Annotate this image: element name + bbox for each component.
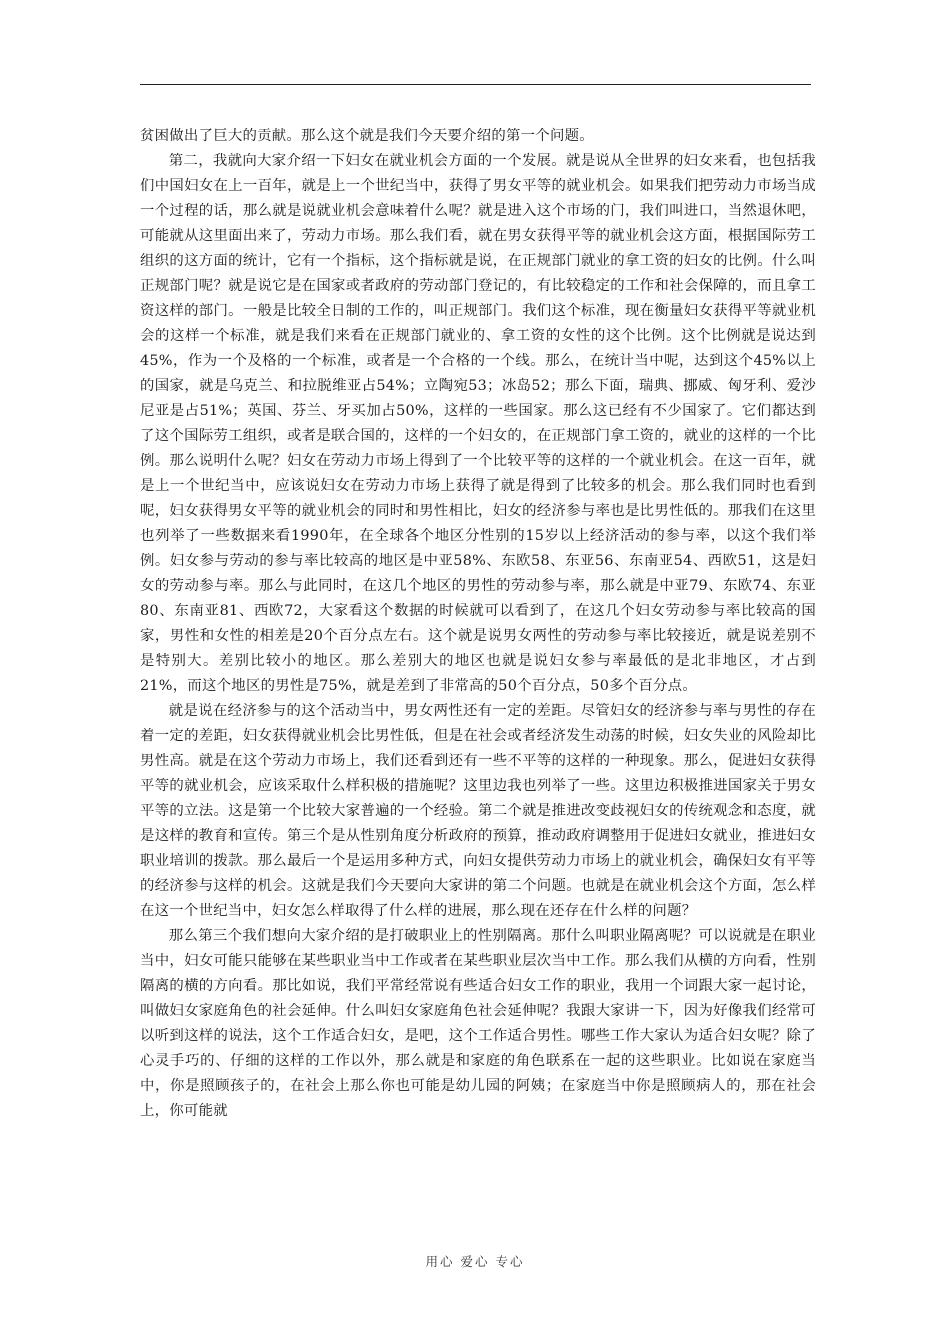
- page-footer: 用心 爱心 专心: [425, 1254, 525, 1269]
- paragraph-employment-opportunity: 第二，我就向大家介绍一下妇女在就业机会方面的一个发展。就是说从全世界的妇女来看，也包括我们中国妇女在上一百年，就是上一个世纪当中，获得了男女平等的就业机会。如果我们把劳动力市场当成一个过程的话，那么就是说就业机会意味着什么呢？就是进入这个市场的门，我们叫进口，当然退休吧，可能就从这里面出来了，劳动力市场。那么我们看，就在男女获得平等的就业机会这方面，根据国际劳工组织的这方面的统计，它有一个指标，这个指标就是说，在正规部门就业的拿工资的妇女的比例。什么叫正规部门呢？就是说它是在国家或者政府的劳动部门登记的，有比较稳定的工作和社会保障的，而且拿工资这样的部门。一般是比较全日制的工作的，叫正规部门。我们这个标准，现在衡量妇女获得平等就业机会的这样一个标准，就是我们来看在正规部门就业的、拿工资的女性的这个比例。这个比例就是说达到45%，作为一个及格的一个标准，或者是一个合格的一个线。那么，在统计当中呢，达到这个45%以上的国家，就是乌克兰、和拉脱维亚占54%；立陶宛53；冰岛52；那么下面，瑞典、挪威、匈牙利、爱沙尼亚是占51%；英国、芬兰、牙买加占50%，这样的一些国家。那么这已经有不少国家了。它们都达到了这个国际劳工组织，或者是联合国的，这样的一个妇女的，在正规部门拿工资的，就业的这样的一个比例。那么说明什么呢？妇女在劳动力市场上得到了一个比较平等的这样的一个就业机会。在这一百年，就是上一个世纪当中，应该说妇女在劳动力市场上获得了就是得到了比较多的机会。那么我们同时也看到呢，妇女获得男女平等的就业机会的同时和男性相比，妇女的经济参与率也是比男性低的。那我们在这里也列举了一些数据来看1990年，在全球各个地区分性别的15岁以上经济活动的参与率，以这个我们举例。妇女参与劳动的参与率比较高的地区是中亚58%、东欧58、东亚56、东南亚54、西欧51，这是妇女的劳动参与率。那么与此同时，在这几个地区的男性的劳动参与率，那么就是中亚79、东欧74、东亚80、东南亚81、西欧72，大家看这个数据的时候就可以看到了，在这几个妇女劳动参与率比较高的国家，男性和女性的相差是20个百分点左右。这个就是说男女两性的劳动参与率比较接近，就是说差别不是特别大。差别比较小的地区。那么差别大的地区也就是说妇女参与率最低的是北非地区，才占到21%，而这个地区的男性是75%，就是差到了非常高的50个百分点，50多个百分点。: [140, 153, 816, 694]
- document-body: [140, 124, 816, 1124]
- paragraph-participation-gap: 就是说在经济参与的这个活动当中，男女两性还有一定的差距。尽管妇女的经济参与率与男性的存在着一定的差距，妇女获得就业机会比男性低，但是在社会或者经济发生动荡的时候，妇女失业的风险却比男性高。就是在这个劳动力市场上，我们还看到还有一些不平等的这样的一种现象。那么，促进妇女获得平等的就业机会，应该采取什么样积极的措施呢？这里边我也列举了一些。这里边积极推进国家关于男女平等的立法。这是第一个比较大家普遍的一个经验。第二个就是推进改变歧视妇女的传统观念和态度，就是这样的教育和宣传。第三个是从性别角度分析政府的预算，推动政府调整用于促进妇女就业，推进妇女职业培训的拨款。那么最后一个是运用多种方式，向妇女提供劳动力市场上的就业机会，确保妇女有平等的经济参与这样的机会。这就是我们今天要向大家讲的第二个问题。也就是在就业机会这个方面，怎么样在这一个世纪当中，妇女怎么样取得了什么样的进展，那么现在还存在什么样的问题？: [140, 703, 816, 919]
- header-rule: [140, 84, 811, 85]
- paragraph-continuation: 贫困做出了巨大的贡献。那么这个就是我们今天要介绍的第一个问题。: [140, 128, 594, 144]
- paragraph-occupational-segregation: 那么第三个我们想向大家介绍的是打破职业上的性别隔离。那什么叫职业隔离呢？可以说就是在职业当中，妇女可能只能够在某些职业当中工作或者在某些职业层次当中工作。那么我们从横的方向看，性别隔离的横的方向看。那比如说，我们平常经常说有些适合妇女工作的职业，我用一个词跟大家一起讨论，叫做妇女家庭角色的社会延伸。什么叫妇女家庭角色社会延伸呢？我跟大家讲一下，因为好像我们经常可以听到这样的说法，这个工作适合妇女，是吧，这个工作适合男性。哪些工作大家认为适合妇女呢？除了心灵手巧的、仔细的这样的工作以外，那么就是和家庭的角色联系在一起的这些职业。比如说在家庭当中，你是照顾孩子的，在社会上那么你也可能是幼儿园的阿姨；在家庭当中你是照顾病人的，那在社会上，你可能就: [140, 928, 816, 1119]
